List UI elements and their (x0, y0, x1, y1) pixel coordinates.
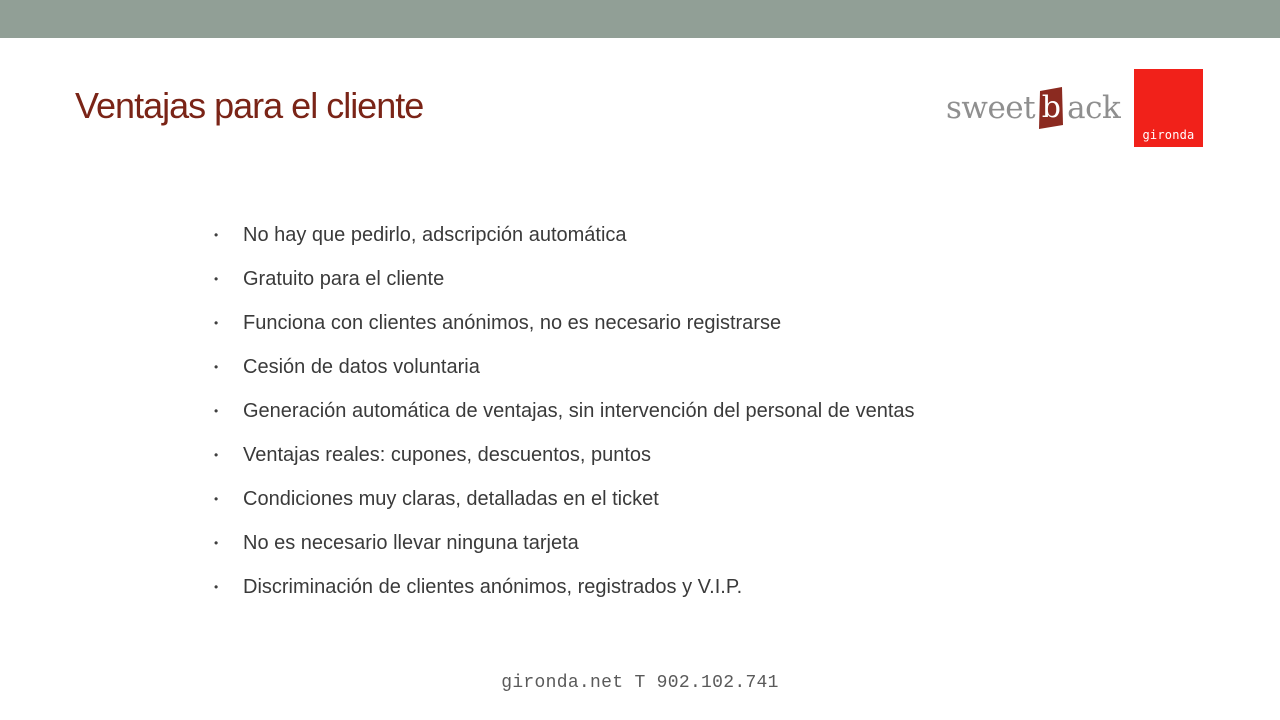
benefit-item (214, 301, 915, 345)
benefit-text: Funciona con clientes anónimos, no es necesario registrarse (243, 312, 782, 334)
bullet-icon: • (214, 580, 219, 594)
benefit-item (214, 389, 915, 433)
sweetback-logo-left-text: sweet (946, 89, 1036, 126)
sweetback-logo-mark (1036, 85, 1066, 131)
bullet-icon: • (214, 492, 219, 506)
benefit-text: Generación automática de ventajas, sin intervención del personal de ventas (243, 400, 915, 422)
benefit-item (214, 521, 915, 565)
benefit-text: No es necesario llevar ninguna tarjeta (243, 532, 579, 554)
sweetback-logo-right-text: ack (1067, 89, 1121, 126)
benefit-text: Condiciones muy claras, detalladas en el ticket (243, 488, 659, 510)
sweetback-logo-mark-letter: b (1041, 90, 1061, 125)
bullet-icon: • (214, 404, 219, 418)
benefits-list (214, 213, 915, 609)
benefit-text: Ventajas reales: cupones, descuentos, puntos (243, 444, 652, 466)
slide-title: Ventajas para el cliente (75, 85, 424, 126)
sweetback-logo (946, 82, 1120, 134)
benefit-item (214, 345, 915, 389)
bullet-icon: • (214, 448, 219, 462)
bullet-icon: • (214, 228, 219, 242)
benefit-text: Gratuito para el cliente (243, 268, 445, 290)
benefit-item (214, 257, 915, 301)
gironda-logo-text: gironda (1142, 128, 1195, 142)
bullet-icon: • (214, 360, 219, 374)
benefit-text: Discriminación de clientes anónimos, registrados y V.I.P. (243, 576, 743, 598)
top-band (0, 0, 1280, 38)
benefit-item (214, 433, 915, 477)
bullet-icon: • (214, 316, 219, 330)
bullet-icon: • (214, 272, 219, 286)
benefit-item (214, 565, 915, 609)
footer-contact: gironda.net T 902.102.741 (501, 673, 779, 693)
benefit-item (214, 477, 915, 521)
bullet-icon: • (214, 536, 219, 550)
benefit-text: Cesión de datos voluntaria (243, 356, 480, 378)
benefit-text: No hay que pedirlo, adscripción automática (243, 224, 627, 246)
benefit-item (214, 213, 915, 257)
gironda-logo (1134, 69, 1203, 147)
